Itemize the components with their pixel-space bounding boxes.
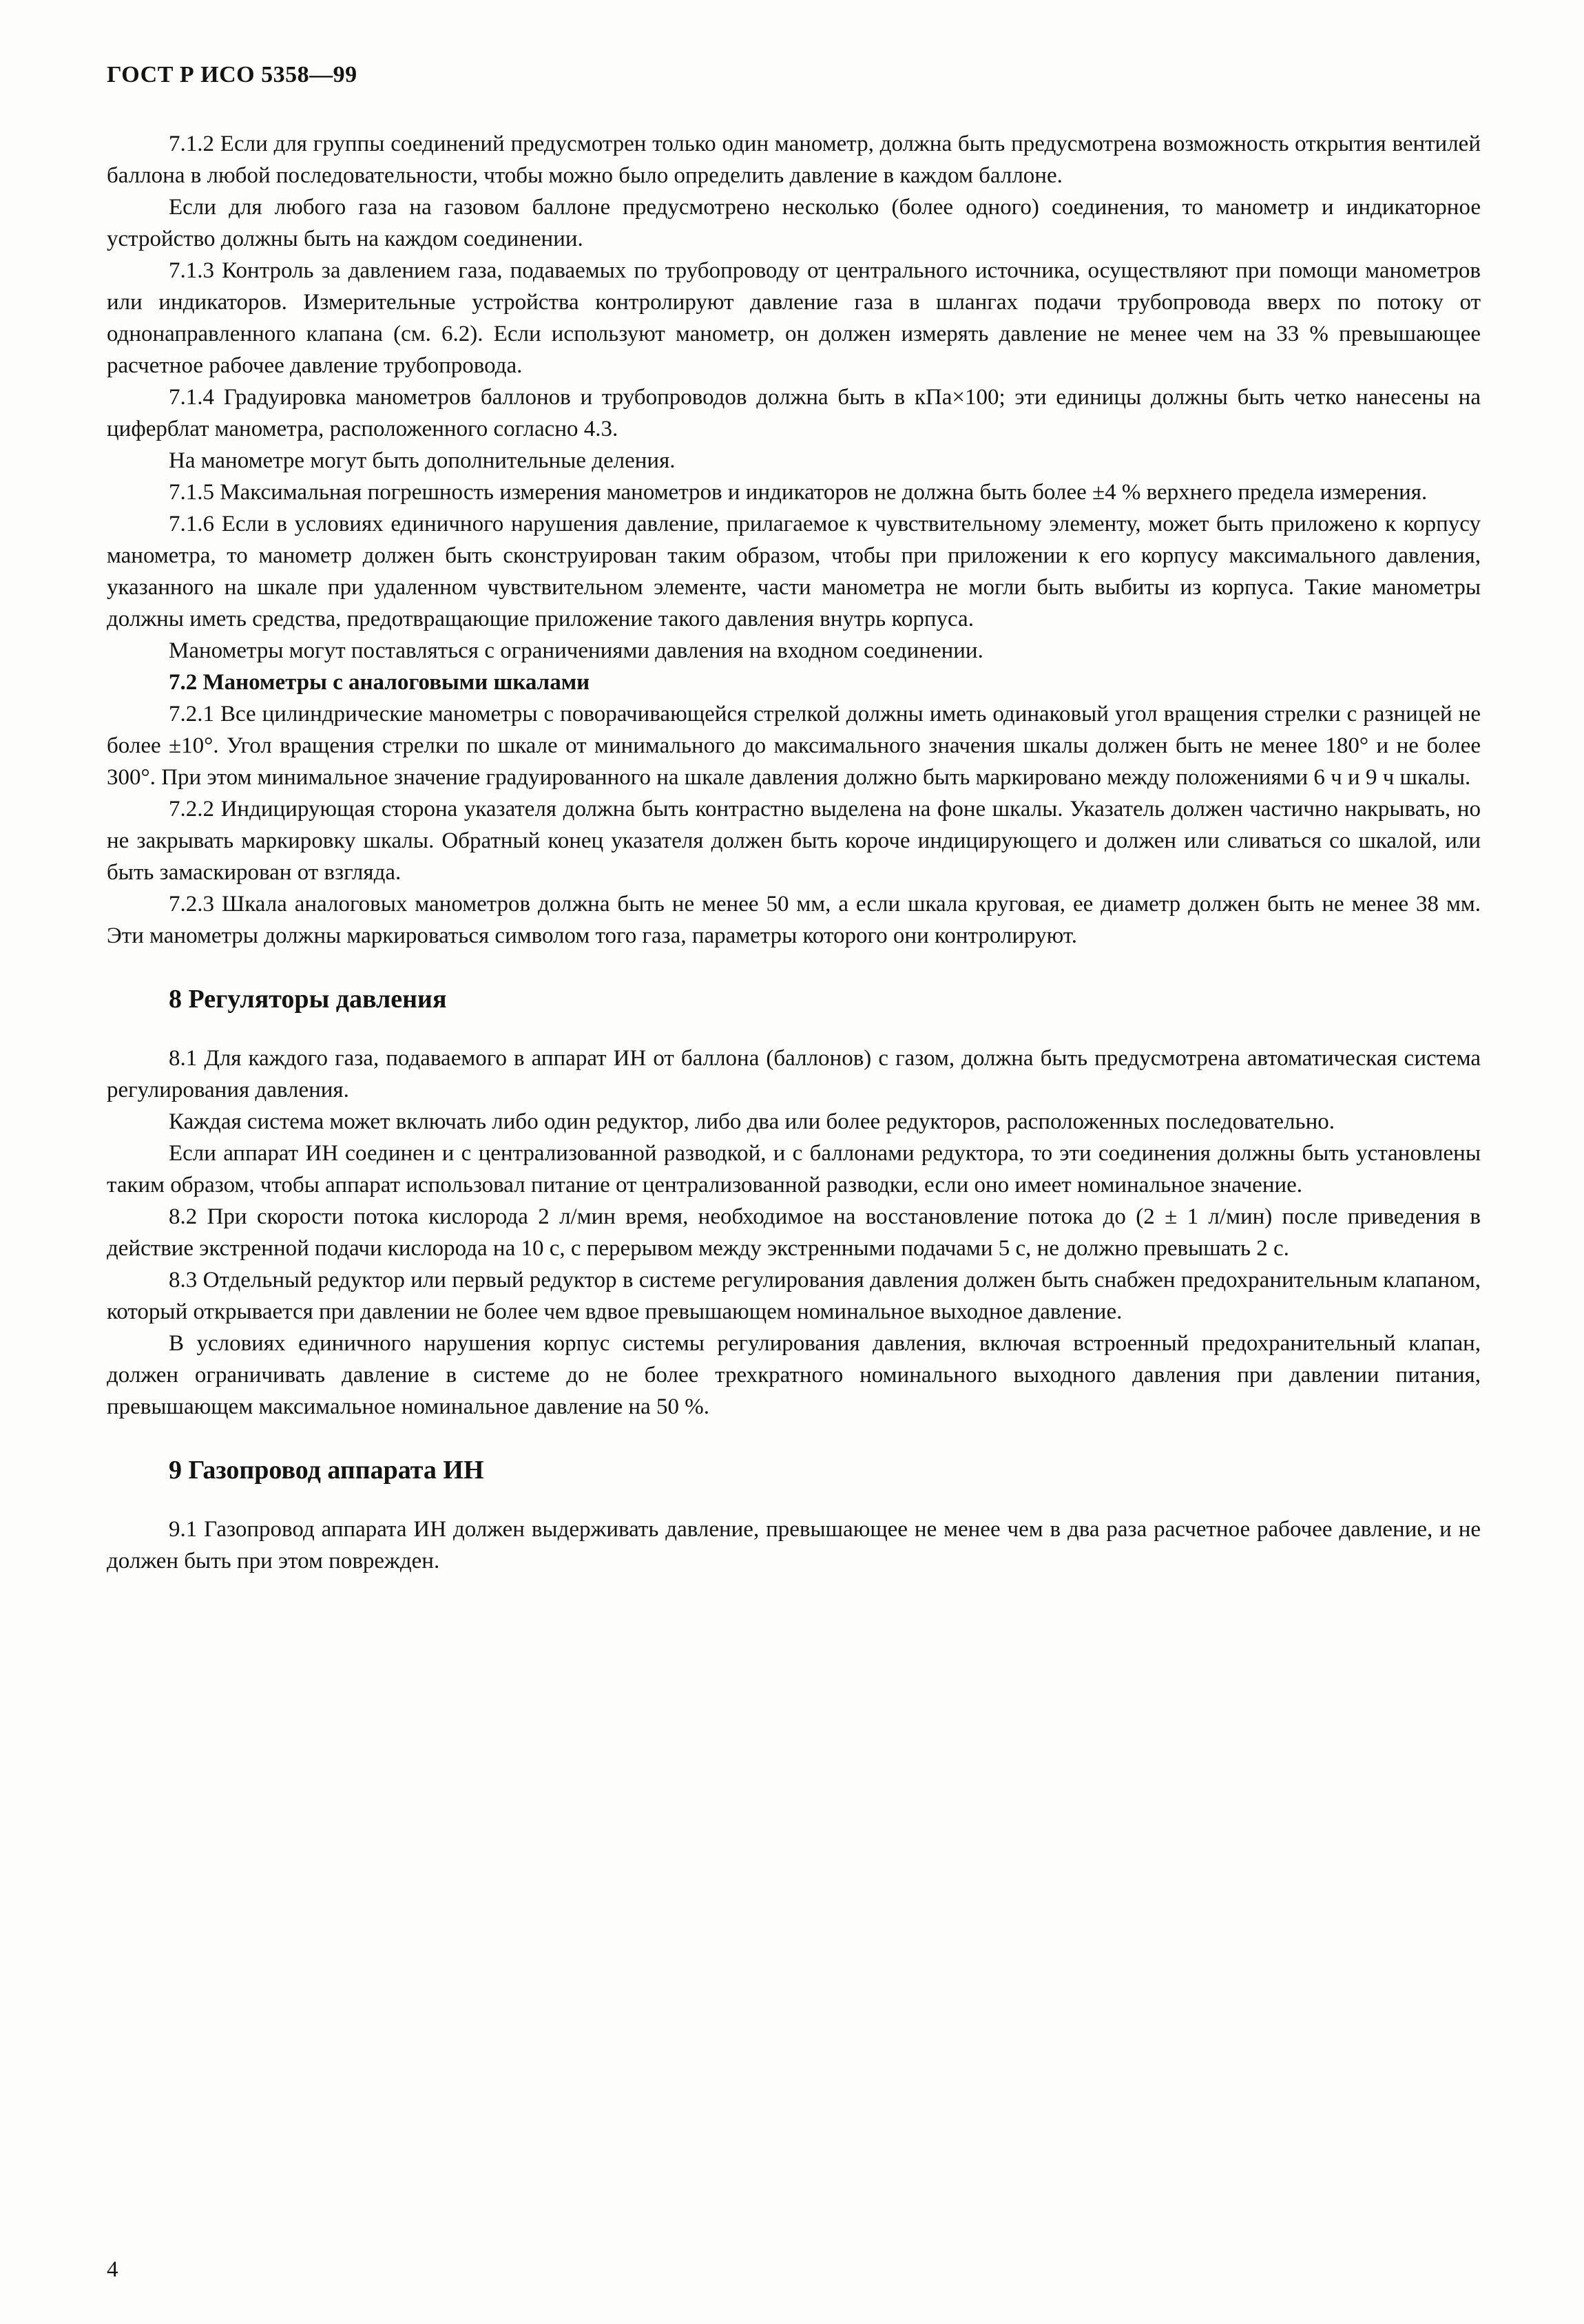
paragraph-7-1-4-note: На манометре могут быть дополнительные деления.	[169, 448, 676, 473]
document-header: ГОСТ Р ИСО 5358—99	[107, 62, 357, 87]
paragraph-8-3: 8.3 Отдельный редуктор или первый редуктор в системе регулирования давления должен быть снабжен предохранительным клапаном, который открывается при давлении не более чем вдвое превышающем номинальное выходное давление.	[107, 1268, 1481, 1324]
paragraph-7-1-3: 7.1.3 Контроль за давлением газа, подаваемых по трубопроводу от центрального источника, осуществляют при помощи манометров или индикаторов. Измерительные устройства контролируют давление газа в шлангах подачи трубопровода вверх по потоку от однонаправленного клапана (см. 6.2). Если используют манометр, он должен измерять давление не менее чем на 33 % превышающее расчетное рабочее давление трубопровода.	[107, 258, 1481, 378]
section-heading-9: 9 Газопровод аппарата ИН	[169, 1456, 484, 1485]
page-number: 4	[107, 2257, 118, 2282]
paragraph-7-2-2: 7.2.2 Индицирующая сторона указателя должна быть контрастно выделена на фоне шкалы. Указатель должен частично накрывать, но не закрывать маркировку шкалы. Обратный конец указателя должен быть короче индицирующего и должен или сливаться со шкалой, или быть замаскирован от взгляда.	[107, 797, 1481, 885]
document-content	[107, 128, 1481, 1577]
paragraph-9-1: 9.1 Газопровод аппарата ИН должен выдерживать давление, превышающее не менее чем в два раза расчетное рабочее давление, и не должен быть при этом поврежден.	[107, 1517, 1481, 1573]
paragraph-8-1-cont1: Каждая система может включать либо один редуктор, либо два или более редукторов, расположенных последовательно.	[169, 1109, 1335, 1134]
paragraph-7-1-6-note: Манометры могут поставляться с ограничениями давления на входном соединении.	[169, 638, 983, 663]
paragraph-8-3-cont: В условиях единичного нарушения корпус системы регулирования давления, включая встроенный предохранительный клапан, должен ограничивать давление в системе до не более трехкратного номинального выходного давления при давлении питания, превышающем максимальное номинальное давление на 50 %.	[107, 1331, 1481, 1419]
paragraph-8-2: 8.2 При скорости потока кислорода 2 л/мин время, необходимое на восстановление потока до (2 ± 1 л/мин) после приведения в действие экстренной подачи кислорода на 10 с, с перерывом между экстренными подачами 5 с, не должно превышать 2 с.	[107, 1204, 1481, 1261]
paragraph-7-2-3: 7.2.3 Шкала аналоговых манометров должна быть не менее 50 мм, а если шкала круговая, ее диаметр должен быть не менее 38 мм. Эти манометры должны маркироваться символом того газа, параметры которого они контролируют.	[107, 892, 1481, 948]
heading-7-2: 7.2 Манометры с аналоговыми шкалами	[169, 670, 590, 695]
paragraph-8-1: 8.1 Для каждого газа, подаваемого в аппарат ИН от баллона (баллонов) с газом, должна быть предусмотрена автоматическая система регулирования давления.	[107, 1046, 1481, 1102]
paragraph-7-1-6: 7.1.6 Если в условиях единичного нарушения давление, прилагаемое к чувствительному элементу, может быть приложено к корпусу манометра, то манометр должен быть сконструирован таким образом, чтобы при приложении к его корпусу максимального давления, указанного на шкале при удаленном чувствительном элементе, части манометра не могли быть выбиты из корпуса. Такие манометры должны иметь средства, предотвращающие приложение такого давления внутрь корпуса.	[107, 512, 1481, 631]
paragraph-7-1-2-cont: Если для любого газа на газовом баллоне предусмотрено несколько (более одного) соединения, то манометр и индикаторное устройство должны быть на каждом соединении.	[107, 195, 1481, 251]
paragraph-8-1-cont2: Если аппарат ИН соединен и с централизованной разводкой, и с баллонами редуктора, то эти соединения должны быть установлены таким образом, чтобы аппарат использовал питание от централизованной разводки, если оно имеет номинальное значение.	[107, 1141, 1481, 1197]
paragraph-7-1-5: 7.1.5 Максимальная погрешность измерения манометров и индикаторов не должна быть более ±4 % верхнего предела измерения.	[169, 480, 1428, 505]
paragraph-7-1-2: 7.1.2 Если для группы соединений предусмотрен только один манометр, должна быть предусмотрена возможность открытия вентилей баллона в любой последовательности, чтобы можно было определить давление в каждом баллоне.	[107, 132, 1481, 188]
paragraph-7-2-1: 7.2.1 Все цилиндрические манометры с поворачивающейся стрелкой должны иметь одинаковый угол вращения стрелки с разницей не более ±10°. Угол вращения стрелки по шкале от минимального до максимального значения шкалы должен быть не менее 180° и не более 300°. При этом минимальное значение градуированного на шкале давления должно быть маркировано между положениями 6 ч и 9 ч шкалы.	[107, 702, 1481, 790]
paragraph-7-1-4: 7.1.4 Градуировка манометров баллонов и трубопроводов должна быть в кПа×100; эти единицы должны быть четко нанесены на циферблат манометра, расположенного согласно 4.3.	[107, 385, 1481, 441]
section-heading-8: 8 Регуляторы давления	[169, 985, 447, 1014]
